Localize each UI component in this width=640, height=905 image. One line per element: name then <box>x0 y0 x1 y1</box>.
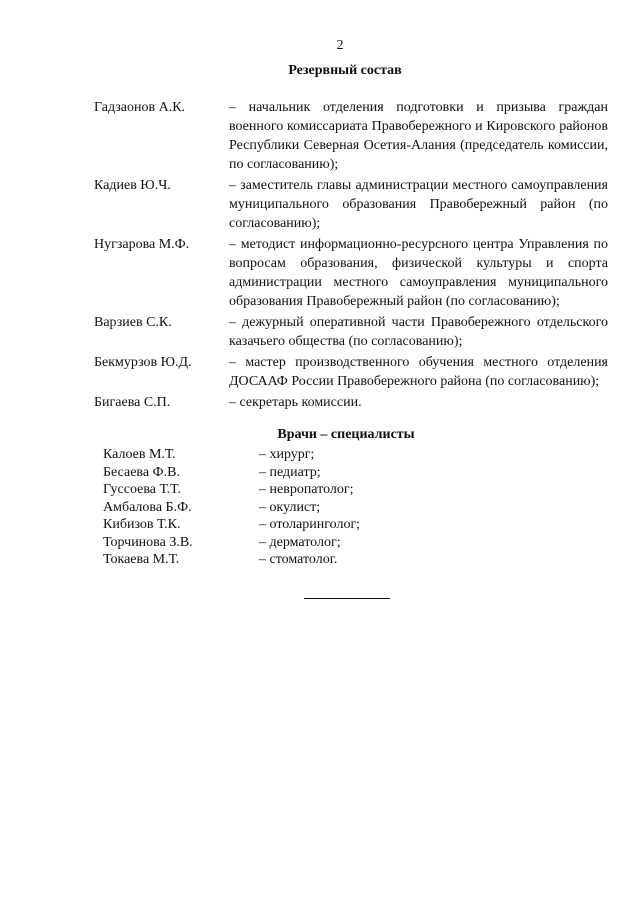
doctors-title: Врачи – специалисты <box>277 427 415 442</box>
member-name: Бигаева С.П. <box>94 395 171 410</box>
doctor-specialty: – педиатр; <box>259 464 321 480</box>
doctor-name: Торчинова З.В. <box>103 534 193 550</box>
doctor-row <box>103 534 423 552</box>
member-row <box>94 393 608 412</box>
member-row <box>94 235 608 311</box>
page-number: 2 <box>336 38 344 53</box>
member-role: – методист информационно-ресурсного центра Управления по вопросам образования, физической культуры и спорта администрации местного самоуправления муниципального образования Правобережный район (по согласованию); <box>229 237 608 309</box>
member-role: – секретарь комиссии. <box>229 395 362 410</box>
doctor-specialty: – отоларинголог; <box>259 517 361 532</box>
doctor-row <box>103 464 423 482</box>
section-title: Резервный состав <box>288 63 402 78</box>
member-name: Гадзаонов А.К. <box>94 100 186 115</box>
doctor-specialty: – хирург; <box>259 447 315 462</box>
member-role: – заместитель главы администрации местного самоуправления муниципального образования Правобережный район (по согласованию); <box>229 178 608 231</box>
member-name: Бекмурзов Ю.Д. <box>94 355 192 370</box>
member-row <box>94 98 608 174</box>
member-row <box>94 176 608 233</box>
doctor-specialty: – окулист; <box>259 499 321 515</box>
doctor-specialty: – невропатолог; <box>259 482 354 497</box>
member-name: Варзиев С.К. <box>94 315 172 330</box>
doctor-row <box>103 446 423 464</box>
member-role: – дежурный оперативной части Правобережного отдельского казачьего общества (по согласованию); <box>229 315 608 349</box>
member-role: – начальник отделения подготовки и призыва граждан военного комиссариата Правобережного и Кировского районов Республики Северная Осетия-Алания (председатель комиссии, по согласованию); <box>229 100 608 172</box>
doctor-row <box>103 516 423 534</box>
member-name: Нугзарова М.Ф. <box>94 237 190 252</box>
doctor-row <box>103 551 423 569</box>
member-row <box>94 353 608 391</box>
doctor-specialty: – стоматолог. <box>259 552 338 567</box>
members-list <box>94 98 608 412</box>
member-role: – мастер производственного обучения местного отделения ДОСААФ России Правобережного района (по согласованию); <box>229 355 608 389</box>
doctors-list <box>103 446 423 569</box>
doctor-specialty: – дерматолог; <box>259 534 341 550</box>
doctor-name: Амбалова Б.Ф. <box>103 499 192 515</box>
member-name: Кадиев Ю.Ч. <box>94 178 171 193</box>
doctor-row <box>103 499 423 517</box>
doctor-name: Кибизов Т.К. <box>103 517 181 532</box>
doctor-name: Токаева М.Т. <box>103 552 180 567</box>
doctor-name: Гуссоева Т.Т. <box>103 482 181 497</box>
doctor-name: Калоев М.Т. <box>103 447 176 462</box>
doctor-name: Бесаева Ф.В. <box>103 464 180 480</box>
doctor-row <box>103 481 423 499</box>
end-divider-line <box>304 598 390 599</box>
member-row <box>94 313 608 351</box>
